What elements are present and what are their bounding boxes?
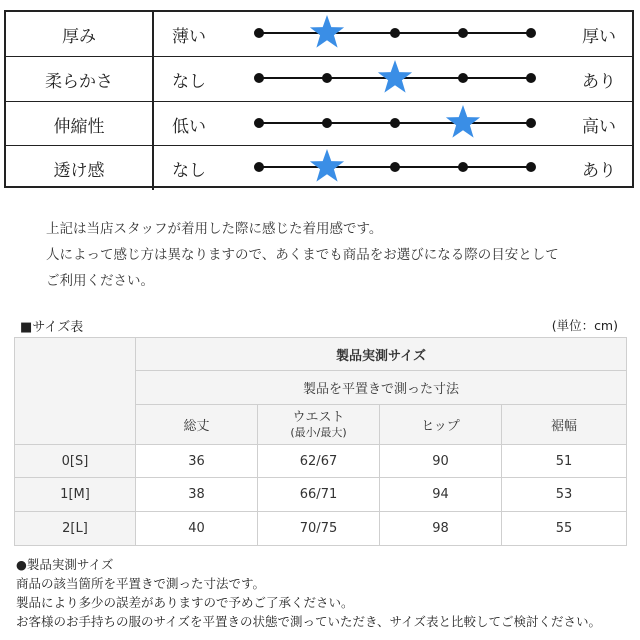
table-cell: 62/67	[258, 445, 380, 478]
feel-min-label: なし	[172, 160, 206, 181]
scale-dot	[458, 73, 468, 83]
feel-max-label: 厚い	[582, 26, 616, 47]
table-cell: 66/71	[258, 478, 380, 512]
column-header-sub: (最小/最大)	[290, 425, 347, 439]
feel-chart	[4, 10, 634, 188]
scale-dot	[254, 118, 264, 128]
scale-dot	[390, 118, 400, 128]
scale-dot	[458, 28, 468, 38]
feel-scale	[249, 57, 539, 100]
table-cell: 55	[502, 512, 627, 546]
table-cell: 94	[380, 478, 502, 512]
table-row	[15, 445, 627, 478]
feel-label: 伸縮性	[53, 116, 105, 137]
scale-dot	[254, 162, 264, 172]
column-header: 裾幅	[502, 405, 627, 445]
table-cell: 38	[136, 478, 258, 512]
size-label: 0[S]	[15, 445, 136, 478]
feel-min-label: 低い	[172, 116, 206, 137]
feel-scale	[249, 146, 539, 189]
feel-row-stretch	[6, 101, 632, 146]
scale-dot	[526, 28, 536, 38]
column-header: ヒップ	[380, 405, 502, 445]
note-line: 人によって感じ方は異なりますので、あくまでも商品をお選びになる際の目安として	[46, 247, 559, 263]
column-header: ウエスト	[292, 409, 345, 425]
feel-max-label: あり	[582, 160, 616, 181]
feel-max-label: 高い	[582, 116, 616, 137]
table-cell: 51	[502, 445, 627, 478]
feel-min-label: なし	[172, 71, 206, 92]
feel-label: 厚み	[62, 26, 96, 47]
scale-dot	[322, 118, 332, 128]
scale-dot	[526, 73, 536, 83]
size-label: 2[L]	[15, 512, 136, 546]
column-divider	[152, 12, 154, 56]
note-line: 上記は当店スタッフが着用した際に感じた着用感です。	[46, 221, 383, 237]
feel-scale	[249, 12, 539, 55]
size-footnotes	[16, 555, 601, 631]
sub-header: 製品を平置きで測った寸法	[136, 371, 627, 405]
feel-max-label: あり	[582, 71, 616, 92]
column-divider	[152, 102, 154, 146]
column-divider	[152, 57, 154, 101]
star-marker	[310, 149, 344, 182]
table-cell: 40	[136, 512, 258, 546]
size-label: 1[M]	[15, 478, 136, 512]
table-cell: 36	[136, 445, 258, 478]
star-marker	[446, 105, 480, 138]
column-header-waist	[258, 405, 380, 445]
table-cell: 53	[502, 478, 627, 512]
size-corner-cell	[15, 338, 136, 445]
scale-dot	[254, 28, 264, 38]
size-table	[14, 337, 627, 546]
table-cell: 70/75	[258, 512, 380, 546]
feel-scale	[249, 102, 539, 145]
feel-label: 柔らかさ	[45, 71, 113, 92]
scale-dot	[458, 162, 468, 172]
column-divider	[152, 146, 154, 190]
group-header: 製品実測サイズ	[136, 338, 627, 371]
table-row	[15, 512, 627, 546]
table-row	[15, 478, 627, 512]
scale-dot	[322, 73, 332, 83]
footnote-heading: ●製品実測サイズ	[16, 557, 114, 572]
scale-dot	[254, 73, 264, 83]
wear-feel-note	[46, 216, 559, 294]
table-cell: 98	[380, 512, 502, 546]
footnote-line: お客様のお手持ちの服のサイズを平置きの状態で測っていただき、サイズ表と比較してご検討ください。	[16, 614, 602, 629]
feel-row-sheerness	[6, 145, 632, 190]
size-unit-label: (単位：cm)	[551, 318, 618, 333]
scale-dot	[390, 162, 400, 172]
footnote-line: 製品により多少の誤差がありますので予めご了承ください。	[16, 595, 354, 610]
size-table-title: ■サイズ表	[20, 320, 84, 335]
feel-min-label: 薄い	[172, 26, 206, 47]
star-marker	[310, 15, 344, 48]
scale-dot	[526, 162, 536, 172]
note-line: ご利用ください。	[46, 273, 154, 289]
feel-label: 透け感	[53, 160, 105, 181]
column-header: 総丈	[136, 405, 258, 445]
feel-row-softness	[6, 56, 632, 101]
feel-row-thickness	[6, 12, 632, 56]
scale-dot	[526, 118, 536, 128]
star-marker	[378, 60, 412, 93]
footnote-line: 商品の該当箇所を平置きで測った寸法です。	[16, 576, 266, 591]
table-cell: 90	[380, 445, 502, 478]
scale-dot	[390, 28, 400, 38]
